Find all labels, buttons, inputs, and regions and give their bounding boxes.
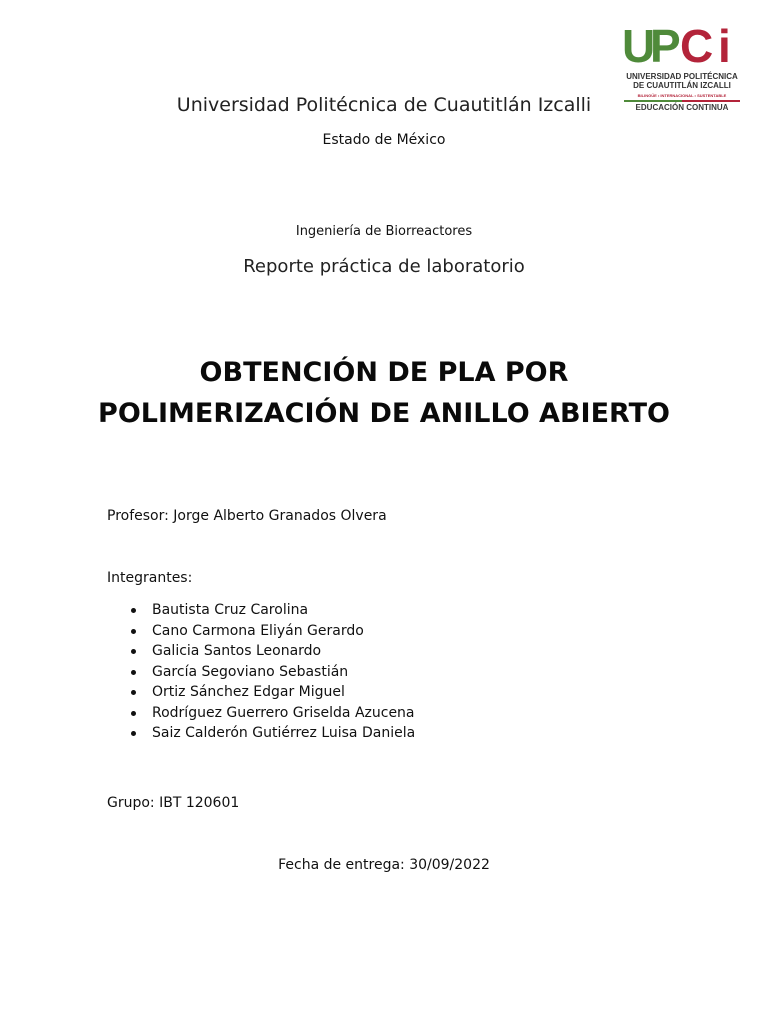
bullet-icon [131,608,136,613]
logo-letter-i: i [718,20,729,72]
delivery-date: Fecha de entrega: 30/09/2022 [278,857,490,873]
logo-wordmark [620,22,744,70]
document-title [0,352,768,434]
member-name: Saiz Calderón Gutiérrez Luisa Daniela [152,725,416,741]
list-item [107,723,415,744]
title-line-2: POLIMERIZACIÓN DE ANILLO ABIERTO [98,398,670,429]
bullet-icon [131,670,136,675]
state-name: Estado de México [322,132,446,148]
group: Grupo: IBT 120601 [107,795,240,811]
members-label: Integrantes: [107,570,193,586]
list-item [107,682,415,703]
bullet-icon [131,731,136,736]
bullet-icon [131,711,136,716]
member-name: Ortiz Sánchez Edgar Miguel [152,684,345,700]
list-item [107,600,415,621]
members-list [107,600,415,744]
member-name: García Segoviano Sebastián [152,663,349,680]
bullet-icon [131,649,136,654]
report-type: Reporte práctica de laboratorio [243,256,525,277]
list-item [107,641,415,662]
list-item [107,703,415,724]
logo-line-2: DE CUAUTITLÁN IZCALLI [633,81,731,90]
logo-letter-u: U [622,20,654,72]
member-name: Cano Carmona Eliyán Gerardo [152,622,364,639]
logo-tagline: BILINGÜE • INTERNACIONAL • SUSTENTABLE [637,93,727,98]
course-subject: Ingeniería de Biorreactores [295,224,473,239]
professor: Profesor: Jorge Alberto Granados Olvera [107,508,387,524]
logo-letter-p: P [650,20,679,72]
member-name: Rodríguez Guerrero Griselda Azucena [152,704,415,721]
list-item [107,621,415,642]
title-line-1: OBTENCIÓN DE PLA POR [199,357,569,388]
logo-edu: EDUCACIÓN CONTINUA [635,103,729,112]
list-item [107,662,415,683]
member-name: Bautista Cruz Carolina [152,602,309,618]
bullet-icon [131,690,136,695]
bullet-icon [131,629,136,634]
member-name: Galicia Santos Leonardo [152,643,322,659]
logo-line-1: UNIVERSIDAD POLITÉCNICA [626,72,738,81]
logo-letter-c: C [680,20,712,72]
university-name: Universidad Politécnica de Cuautitlán Izcalli [176,94,592,116]
